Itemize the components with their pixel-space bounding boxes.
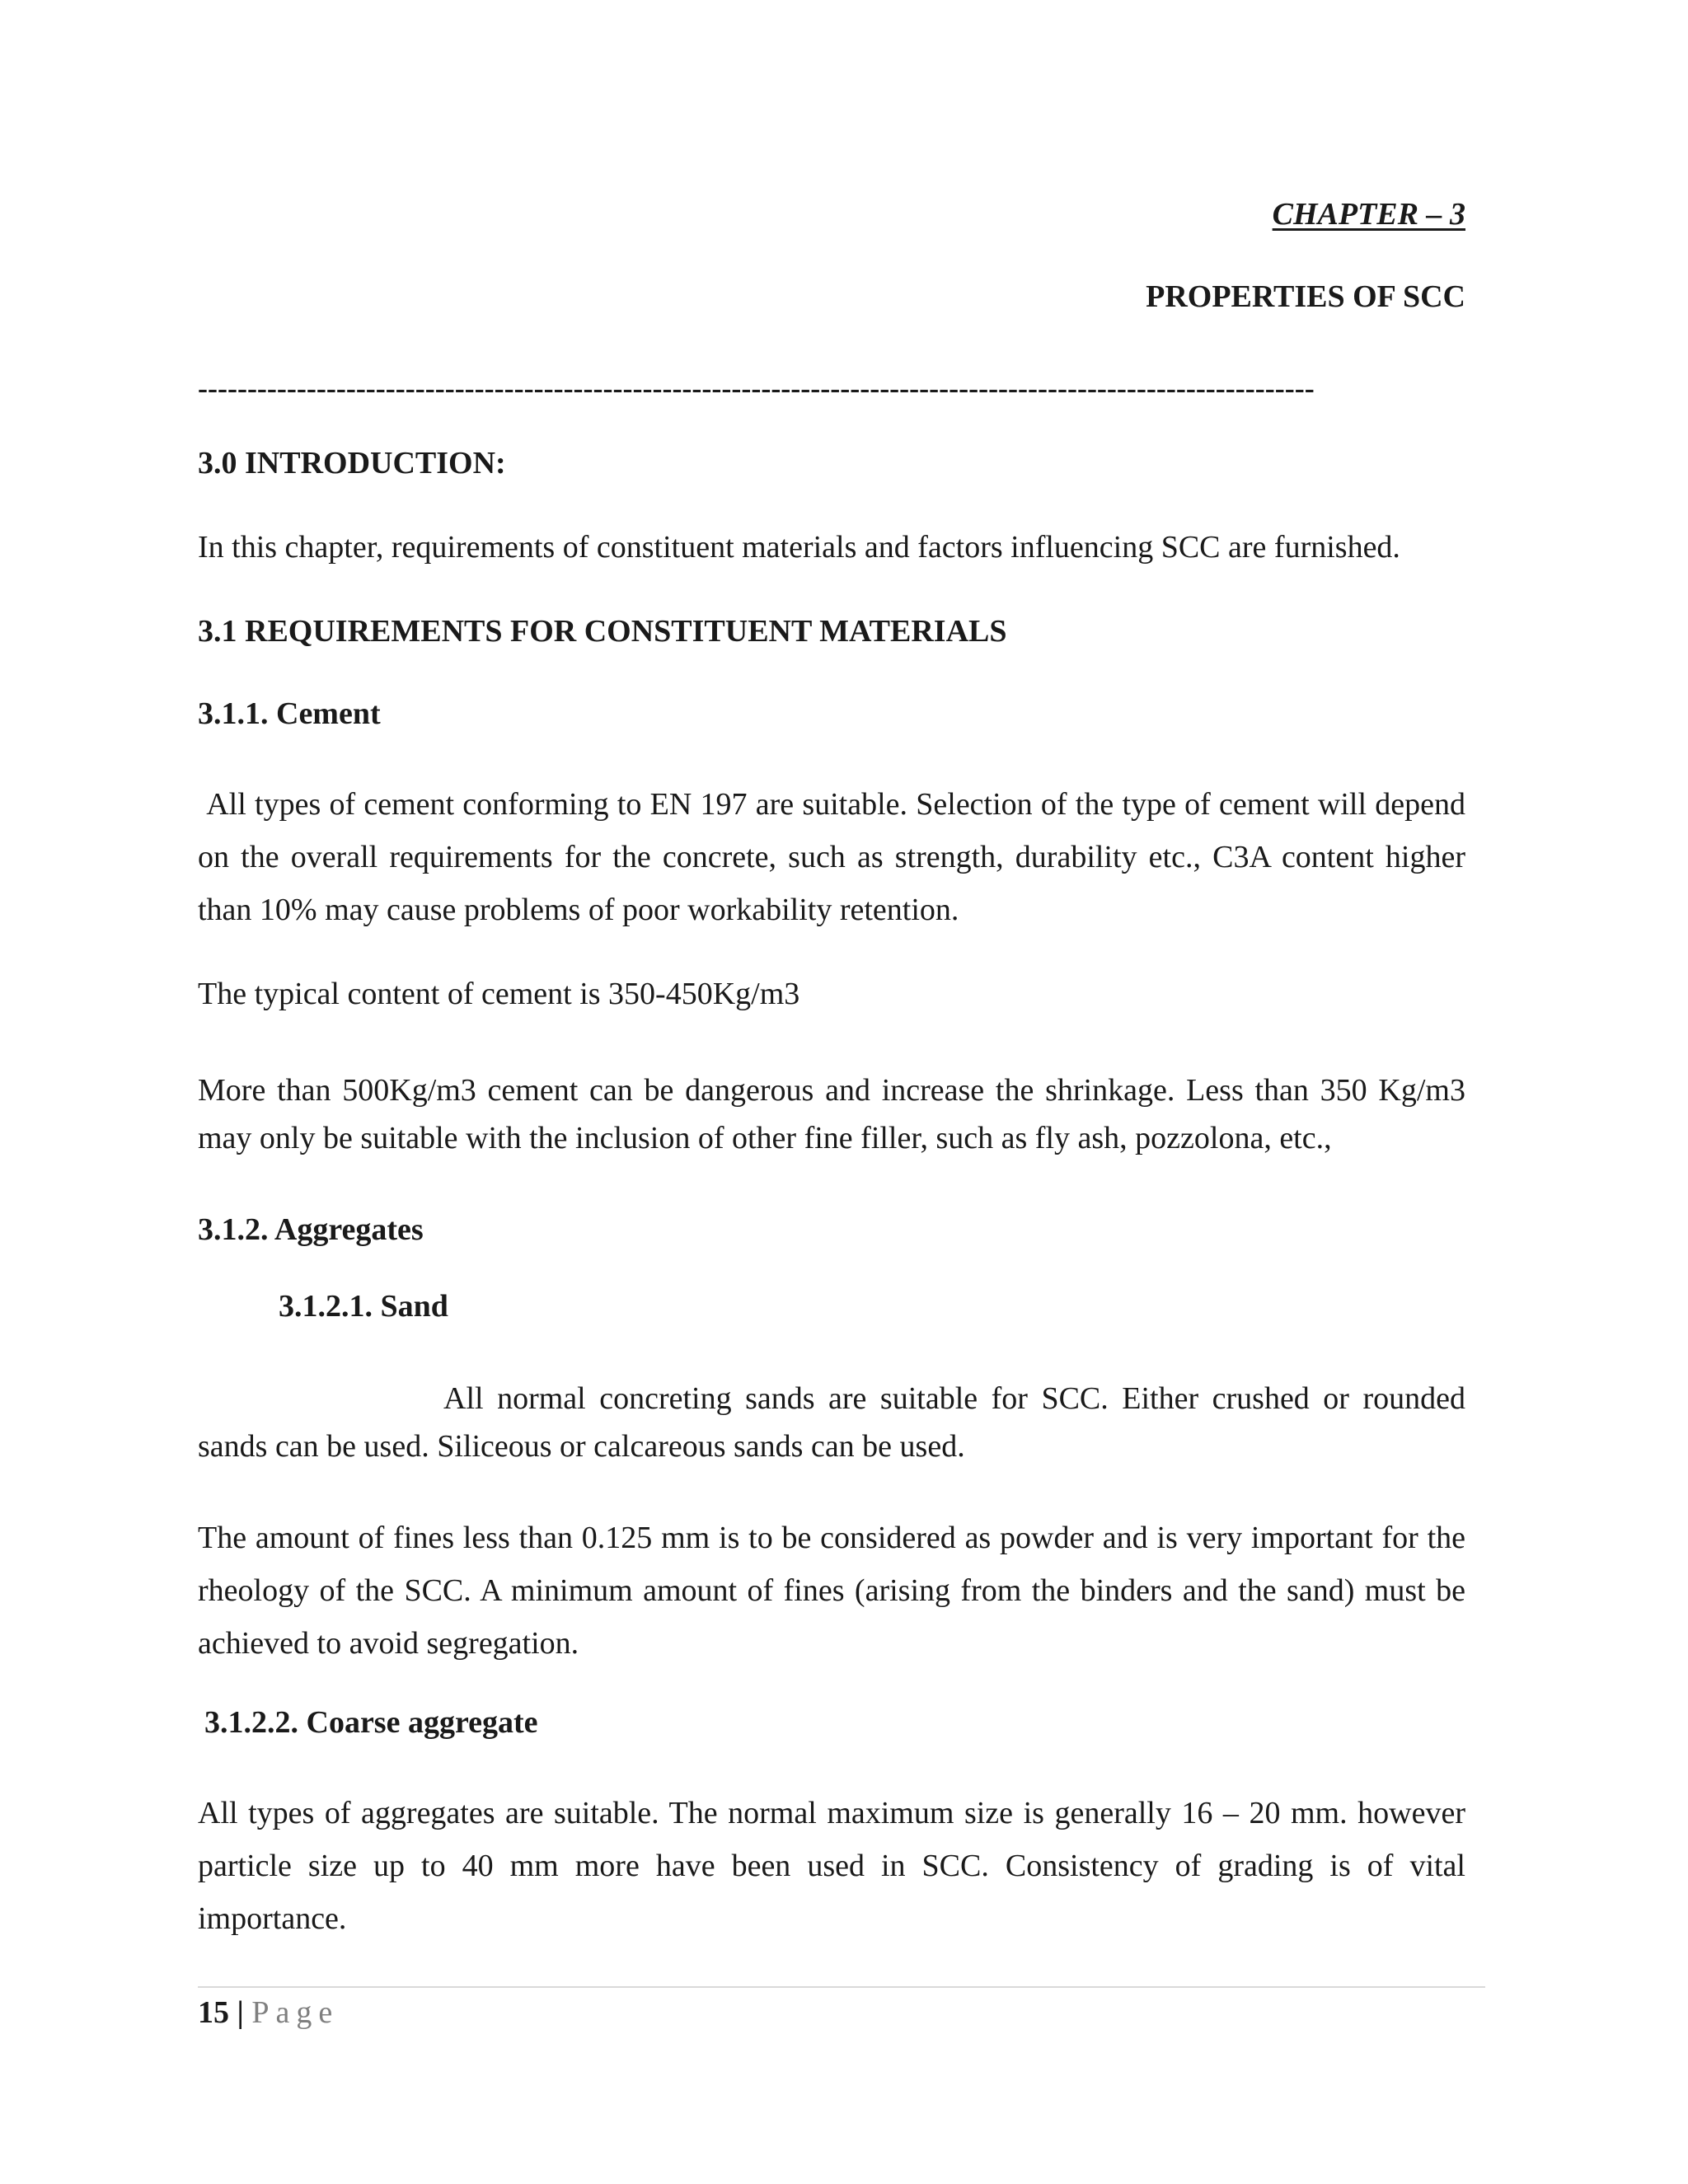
chapter-title: PROPERTIES OF SCC (1146, 279, 1465, 314)
paragraph-fines: The amount of fines less than 0.125 mm is to be considered as powder and is very important for the rheology of the SCC. A minimum amount of fines (arising from the binders and the sand) must be achieved to avoid segregation. (198, 1521, 1465, 1661)
page-number: 15 (198, 1995, 229, 2030)
heading-coarse-aggregate: 3.1.2.2. Coarse aggregate (204, 1705, 538, 1740)
paragraph-cement-typical: The typical content of cement is 350-450Kg/m3 (198, 977, 800, 1011)
paragraph-coarse-aggregate: All types of aggregates are suitable. The normal maximum size is generally 16 – 20 mm. however particle size up to 40 mm more have been used in SCC. Consistency of grading is of vital importance. (198, 1796, 1465, 1936)
page-footer (198, 1994, 339, 2031)
heading-introduction: 3.0 INTRODUCTION: (198, 446, 506, 480)
heading-aggregates: 3.1.2. Aggregates (198, 1212, 424, 1247)
paragraph-cement-limits: More than 500Kg/m3 cement can be dangerous and increase the shrinkage. Less than 350 Kg/m3 may only be suitable with the inclusion of other fine filler, such as fly ash, pozzolona, etc., (198, 1073, 1465, 1155)
heading-cement: 3.1.1. Cement (198, 696, 381, 731)
paragraph-introduction: In this chapter, requirements of constituent materials and factors influencing SCC are furnished. (198, 530, 1400, 565)
heading-requirements: 3.1 REQUIREMENTS FOR CONSTITUENT MATERIALS (198, 614, 1007, 649)
chapter-label: CHAPTER – 3 (1272, 197, 1465, 232)
paragraph-cement: All types of cement conforming to EN 197 are suitable. Selection of the type of cement will depend on the overall requirements for the concrete, such as strength, durability etc., C3A content higher than 10% may cause problems of poor workability retention. (198, 787, 1474, 927)
footer-separator: | (237, 1995, 244, 2030)
dashed-rule: ----------------------------------------------------------------------------------------------------------------- (198, 372, 1315, 405)
page-label: Page (251, 1995, 340, 2030)
paragraph-sand: All normal concreting sands are suitable for SCC. Either crushed or rounded sands can be used. Siliceous or calcareous sands can be used. (198, 1381, 1465, 1464)
heading-sand: 3.1.2.1. Sand (279, 1289, 448, 1324)
footer-divider (198, 1986, 1485, 1988)
